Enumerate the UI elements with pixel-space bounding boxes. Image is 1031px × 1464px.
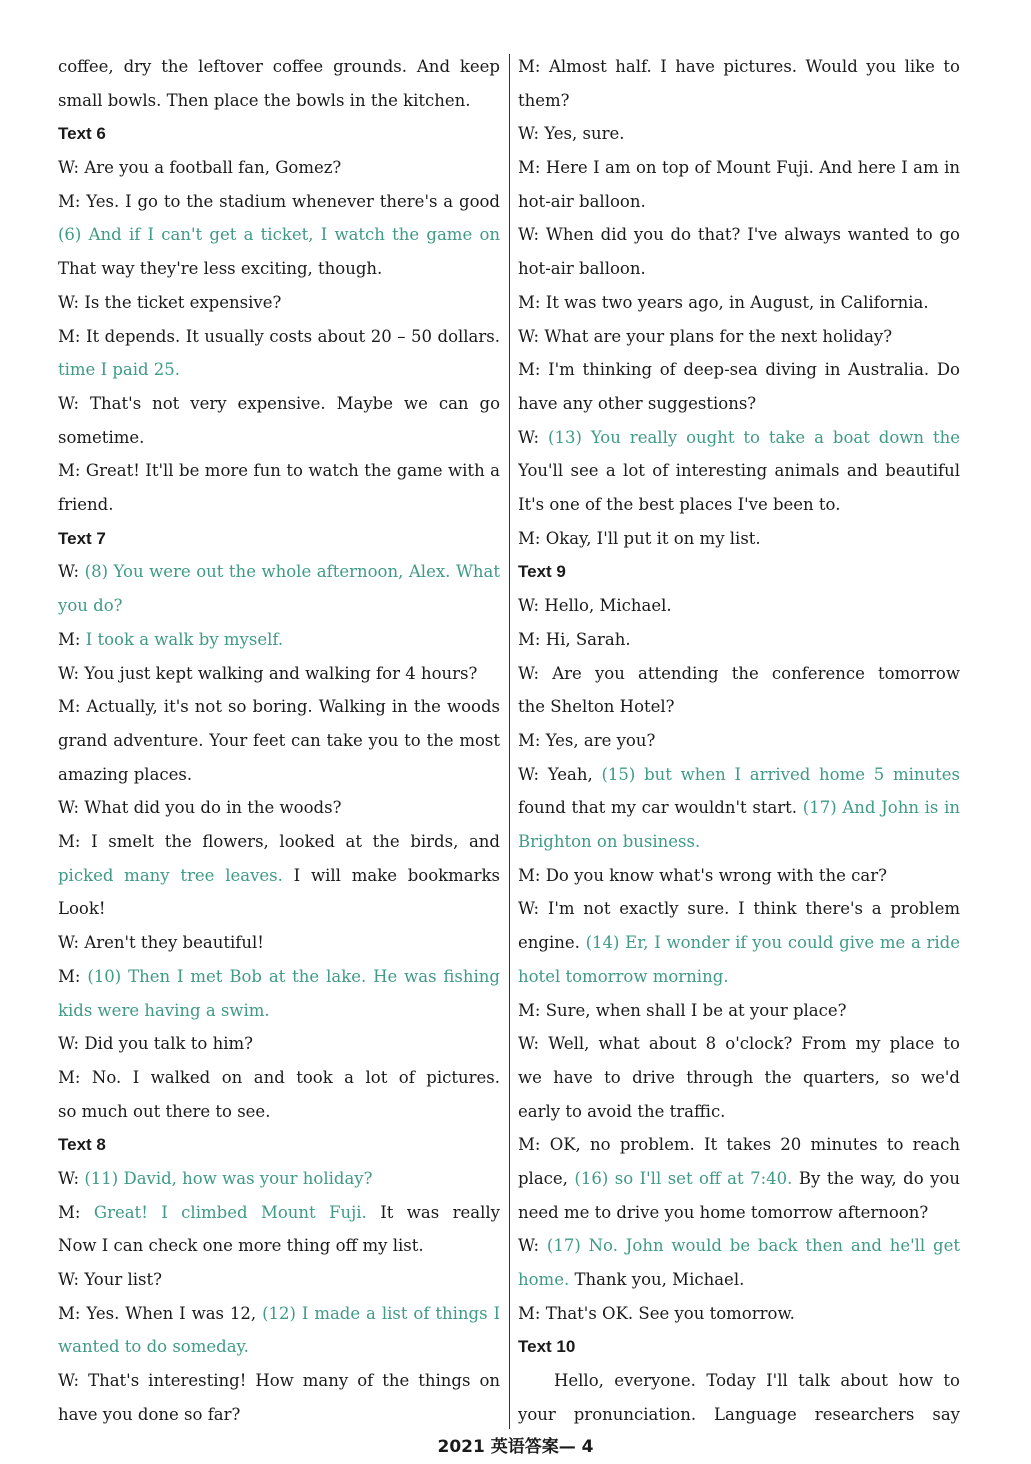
text-run: M: Hi, Sarah. — [518, 629, 631, 649]
text-run: That way they're less exciting, though. — [58, 259, 383, 279]
text-line — [518, 1297, 960, 1331]
text-line — [518, 724, 960, 758]
text-run: M: — [58, 1202, 94, 1222]
text-line — [518, 1263, 960, 1297]
text-run: M: Almost half. I have pictures. Would you like to — [518, 57, 960, 76]
text-run: M: No. I walked on and took a lot of pictures. — [58, 1067, 500, 1087]
text-line — [518, 589, 960, 623]
text-run: friend. — [58, 495, 114, 515]
text-line — [58, 1398, 500, 1432]
text-line — [518, 218, 960, 252]
text-line — [518, 50, 960, 84]
text-run: W: — [518, 427, 549, 447]
text-line — [518, 522, 960, 556]
text-run: sometime. — [58, 427, 145, 447]
text-line — [518, 994, 960, 1028]
text-run: W: Are you attending the conference tomorrow — [518, 663, 960, 683]
text-run: M: That's OK. See you tomorrow. — [518, 1303, 795, 1323]
answer-highlight: picked many tree leaves. — [58, 865, 283, 885]
text-run: your pronunciation. Language researchers say — [518, 1404, 960, 1424]
text-line — [58, 960, 500, 994]
text-line — [518, 1196, 960, 1230]
text-line — [58, 1263, 500, 1297]
text-run: coffee, dry the leftover coffee grounds. And keep — [58, 57, 500, 76]
text-line — [58, 589, 500, 623]
text-line — [518, 623, 960, 657]
text-run: M: — [58, 966, 88, 986]
text-run: M: It was two years ago, in August, in California. — [518, 292, 929, 312]
column-divider — [509, 54, 510, 1429]
text-line — [518, 252, 960, 286]
text-run: W: That's not very expensive. Maybe we can go — [58, 393, 500, 413]
text-run: You'll see a lot of interesting animals and beautiful — [518, 461, 960, 481]
text-line — [58, 994, 500, 1028]
text-run: It was really — [380, 1202, 500, 1222]
text-line — [58, 724, 500, 758]
text-line — [58, 1027, 500, 1061]
text-line — [58, 151, 500, 185]
text-line — [518, 1061, 960, 1095]
text-run: W: What are your plans for the next holiday? — [518, 326, 893, 346]
text-run: W: Yeah, — [518, 764, 602, 784]
text-run: W: Is the ticket expensive? — [58, 292, 282, 312]
text-line — [58, 926, 500, 960]
text-run: Thank you, Michael. — [569, 1270, 745, 1290]
text-line — [518, 387, 960, 421]
text-run: It's one of the best places I've been to. — [518, 495, 841, 515]
text-line — [518, 892, 960, 926]
text-line — [518, 758, 960, 792]
text-run: M: Sure, when shall I be at your place? — [518, 1000, 847, 1020]
text-run: need me to drive you home tomorrow afternoon? — [518, 1202, 929, 1222]
text-run: found that my car wouldn't start. — [518, 798, 803, 818]
text-run: M: Yes. When I was 12, — [58, 1303, 263, 1323]
text-line — [518, 1229, 960, 1263]
text-run: M: Do you know what's wrong with the car? — [518, 865, 887, 885]
text-line — [58, 84, 500, 118]
answer-highlight: Great! I climbed Mount Fuji. — [93, 1202, 367, 1222]
answer-highlight: (17) And John is in — [802, 798, 960, 818]
text-line — [518, 454, 960, 488]
text-run: M: Yes. I go to the stadium whenever there's a good — [58, 191, 500, 211]
text-line — [518, 926, 960, 960]
text-line — [518, 1162, 960, 1196]
text-run: hot-air balloon. — [518, 191, 646, 211]
text-run: Text 9 — [518, 562, 566, 582]
text-line — [518, 1095, 960, 1129]
text-line — [518, 859, 960, 893]
text-run: have any other suggestions? — [518, 393, 757, 413]
text-line — [518, 353, 960, 387]
text-run: Look! — [58, 899, 106, 919]
text-run: W: That's interesting! How many of the things on — [58, 1371, 500, 1391]
answer-highlight: home. — [518, 1270, 570, 1290]
answer-highlight: (14) Er, I wonder if you could give me a ride — [585, 933, 960, 953]
answer-highlight: time I paid 25. — [58, 360, 181, 380]
answer-highlight: wanted to do someday. — [58, 1337, 249, 1357]
text-run: so much out there to see. — [58, 1101, 271, 1121]
text-run: M: Yes, are you? — [518, 730, 656, 750]
text-line — [58, 286, 500, 320]
answer-highlight: (11) David, how was your holiday? — [84, 1169, 373, 1188]
text-line — [518, 84, 960, 118]
text-run: W: — [518, 1236, 547, 1256]
answer-highlight: (10) Then I met Bob at the lake. He was fishing — [87, 966, 500, 986]
text-line — [518, 1128, 960, 1162]
text-line — [58, 690, 500, 724]
text-line — [58, 791, 500, 825]
text-run: M: I smelt the flowers, looked at the birds, and — [58, 832, 500, 852]
text-line — [518, 657, 960, 691]
answer-highlight: Brighton on business. — [518, 832, 701, 852]
text-run: W: I'm not exactly sure. I think there's a problem — [518, 899, 960, 919]
text-run: early to avoid the traffic. — [518, 1101, 726, 1121]
text-run: Text 6 — [58, 124, 106, 144]
text-run: M: It depends. It usually costs about 20 – 50 dollars. — [58, 326, 500, 346]
text-line — [58, 1364, 500, 1398]
text-run: W: When did you do that? I've always wanted to go — [518, 225, 960, 245]
text-run: engine. — [518, 933, 586, 953]
text-line — [58, 353, 500, 387]
text-run: W: Your list? — [58, 1270, 162, 1290]
text-line — [58, 252, 500, 286]
text-line — [58, 1297, 500, 1331]
text-run: M: Great! It'll be more fun to watch the game with a — [58, 461, 500, 481]
text-run: W: What did you do in the woods? — [58, 798, 342, 818]
text-run: Text 8 — [58, 1135, 106, 1155]
text-line — [58, 185, 500, 219]
text-line — [58, 859, 500, 893]
text-run: W: You just kept walking and walking for 4 hours? — [58, 663, 478, 683]
text-line — [58, 758, 500, 792]
text-line — [518, 286, 960, 320]
text-run: W: — [58, 562, 85, 582]
answer-highlight: (6) And if I can't get a ticket, I watch the game on — [58, 225, 500, 245]
answer-highlight: (13) You really ought to take a boat down the — [548, 427, 960, 447]
text-line — [518, 825, 960, 859]
text-run: place, — [518, 1168, 575, 1188]
text-run: we have to drive through the quarters, so we'd — [518, 1067, 960, 1087]
text-run: W: Yes, sure. — [518, 124, 625, 144]
answer-highlight: (16) so I'll set off at 7:40. — [574, 1168, 793, 1188]
text-run: amazing places. — [58, 764, 193, 784]
text-run: M: — [58, 629, 86, 649]
section-heading — [58, 1128, 500, 1162]
section-heading — [58, 522, 500, 556]
answer-highlight: you do? — [58, 596, 123, 616]
text-line — [58, 1095, 500, 1129]
page-footer: 2021 英语答案— 4 — [437, 1437, 594, 1457]
answer-highlight: (8) You were out the whole afternoon, Alex. What — [84, 562, 500, 582]
text-run: Hello, everyone. Today I'll talk about how to — [554, 1371, 960, 1391]
text-line — [58, 454, 500, 488]
text-line — [518, 320, 960, 354]
text-run: Now I can check one more thing off my list. — [58, 1236, 424, 1256]
text-line — [58, 1330, 500, 1364]
answer-highlight: I took a walk by myself. — [85, 629, 284, 649]
text-run: I will make bookmarks — [293, 865, 500, 885]
section-heading — [518, 555, 960, 589]
text-run: grand adventure. Your feet can take you to the most — [58, 730, 500, 750]
text-line — [518, 1027, 960, 1061]
text-line — [58, 1162, 500, 1196]
text-line — [58, 657, 500, 691]
answer-highlight: (12) I made a list of things I — [262, 1303, 500, 1323]
text-line — [58, 1061, 500, 1095]
text-run: W: Well, what about 8 o'clock? From my place to — [518, 1034, 960, 1054]
text-line — [58, 50, 500, 84]
answer-highlight: hotel tomorrow morning. — [518, 966, 729, 986]
text-line — [58, 555, 500, 589]
left-column — [58, 50, 500, 1432]
text-line — [58, 320, 500, 354]
text-line — [518, 1398, 960, 1432]
text-line — [58, 387, 500, 421]
section-heading — [58, 117, 500, 151]
text-line — [58, 1196, 500, 1230]
text-run: them? — [518, 90, 570, 110]
text-run: Text 7 — [58, 528, 106, 548]
text-line — [58, 892, 500, 926]
text-run: M: Actually, it's not so boring. Walking in the woods — [58, 697, 500, 717]
text-line — [58, 623, 500, 657]
text-line — [518, 151, 960, 185]
text-run: M: I'm thinking of deep-sea diving in Australia. Do — [518, 360, 960, 380]
text-run: M: Here I am on top of Mount Fuji. And here I am in — [518, 158, 960, 178]
text-run: By the way, do you — [798, 1168, 960, 1188]
text-line — [518, 488, 960, 522]
text-line — [58, 218, 500, 252]
text-line — [518, 117, 960, 151]
text-run: the Shelton Hotel? — [518, 697, 675, 717]
text-run: W: Hello, Michael. — [518, 596, 672, 616]
text-run: hot-air balloon. — [518, 259, 646, 279]
text-line — [58, 1229, 500, 1263]
text-run: Text 10 — [518, 1337, 576, 1357]
text-line — [518, 960, 960, 994]
text-line — [518, 421, 960, 455]
text-run: M: OK, no problem. It takes 20 minutes to reach — [518, 1135, 960, 1155]
text-line — [518, 690, 960, 724]
answer-highlight: kids were having a swim. — [58, 1000, 270, 1020]
text-line — [518, 791, 960, 825]
right-column — [518, 50, 960, 1432]
section-heading — [518, 1330, 960, 1364]
text-line — [518, 185, 960, 219]
text-line — [518, 1364, 960, 1398]
text-line — [58, 825, 500, 859]
text-run: M: Okay, I'll put it on my list. — [518, 528, 761, 548]
text-run: W: Did you talk to him? — [58, 1034, 253, 1054]
text-line — [58, 421, 500, 455]
text-line — [58, 488, 500, 522]
text-run: have you done so far? — [58, 1404, 241, 1424]
answer-highlight: (15) but when I arrived home 5 minutes — [601, 764, 960, 784]
text-run: W: Aren't they beautiful! — [58, 933, 264, 953]
text-run: W: — [58, 1169, 85, 1188]
text-run: W: Are you a football fan, Gomez? — [58, 158, 342, 178]
answer-highlight: (17) No. John would be back then and he'll get — [546, 1236, 960, 1256]
text-run: small bowls. Then place the bowls in the kitchen. — [58, 90, 471, 110]
